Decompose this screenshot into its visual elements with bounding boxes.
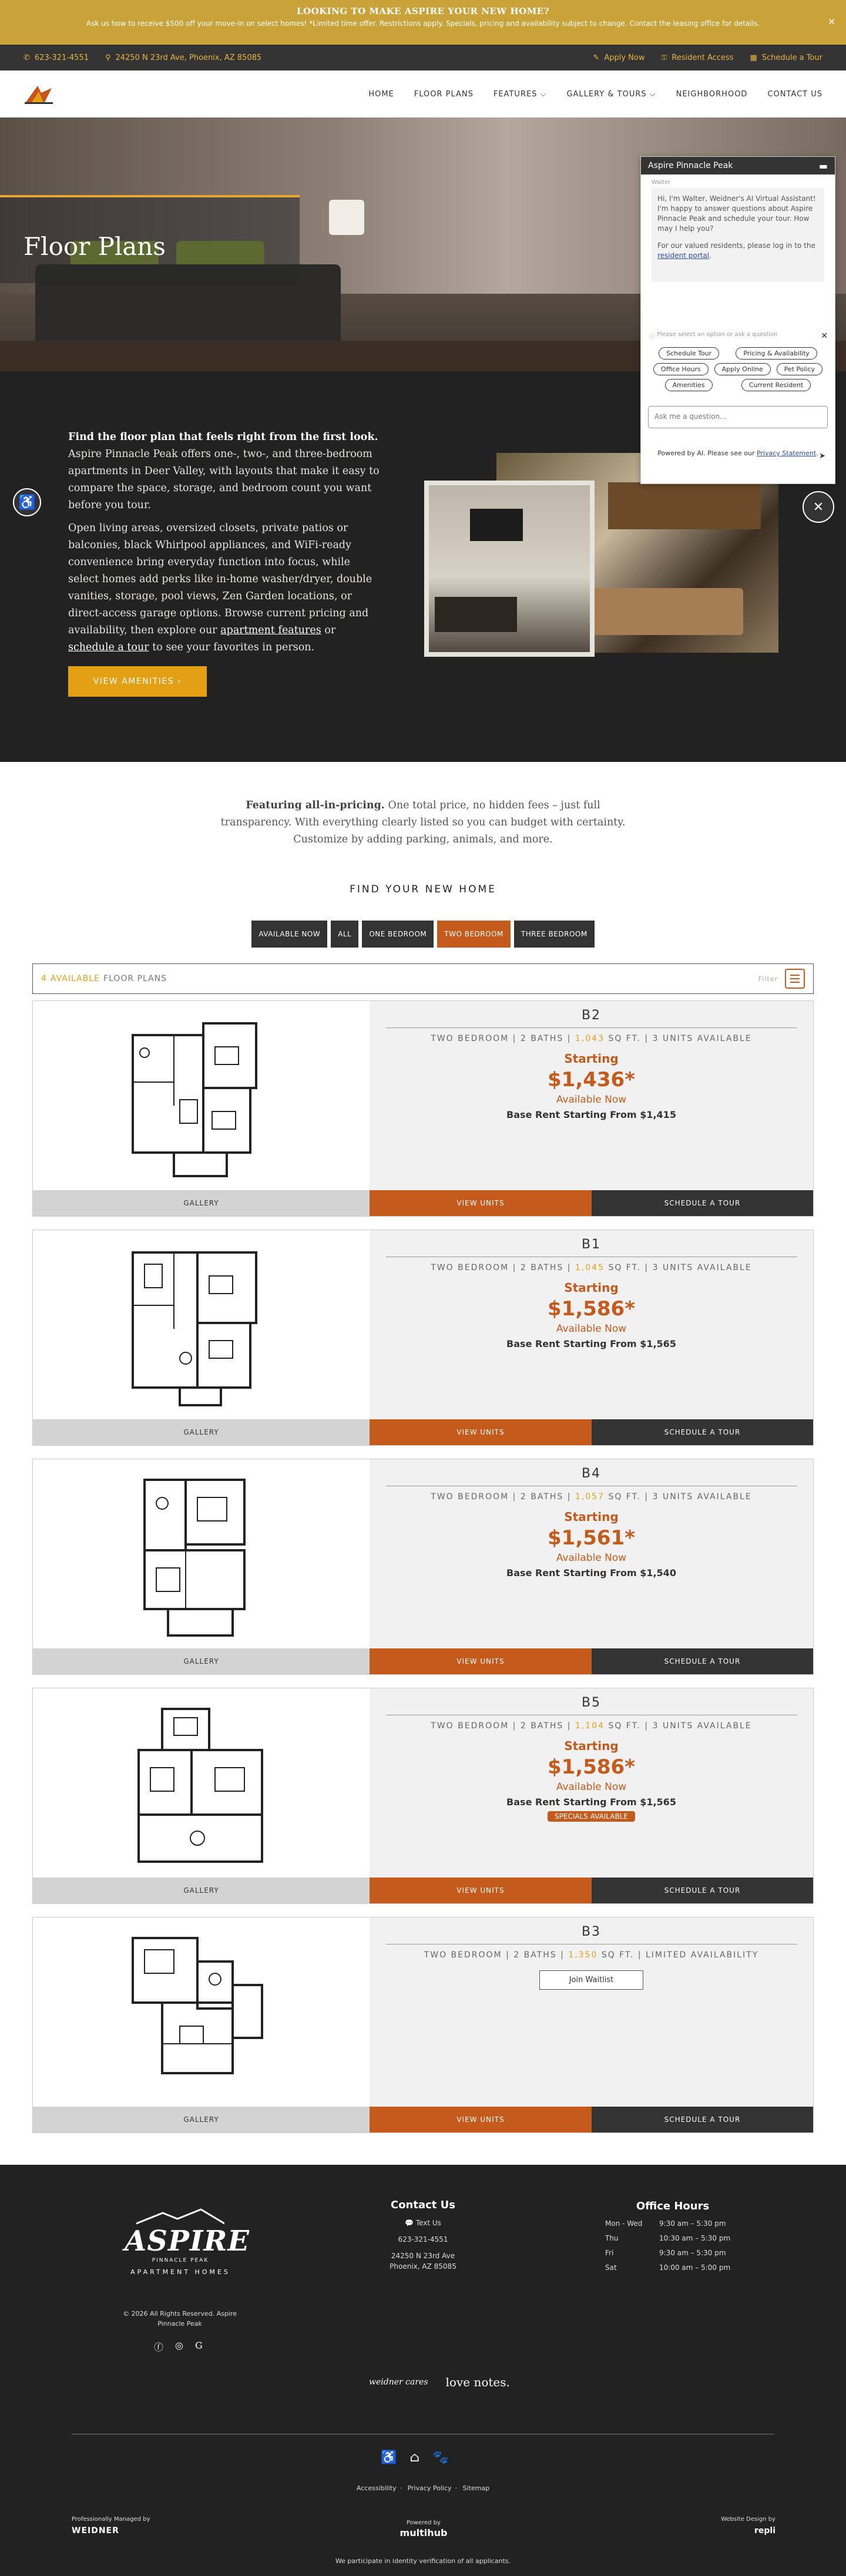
managed-by-label: Professionally Managed by <box>72 2516 150 2523</box>
edit-icon: ✎ <box>593 53 600 62</box>
footer-address1: 24250 N 23rd Ave <box>391 2252 455 2260</box>
filter-three-bedroom[interactable]: THREE BEDROOM <box>514 921 595 948</box>
schedule-tour-link[interactable]: schedule a tour <box>68 642 149 653</box>
office-hours <box>605 2200 740 2278</box>
footer-logo-sub2: APARTMENT HOMES <box>130 2268 230 2276</box>
intro-lead: Find the floor plan that feels right from the first look. <box>68 431 378 443</box>
footer-badges <box>369 2376 510 2388</box>
footer-logo-sub: PINNACLE PEAK <box>152 2258 209 2263</box>
chat-option[interactable]: Amenities <box>665 379 713 391</box>
intro-p1 <box>68 429 380 514</box>
chat-select-text: Please select an option or ask a question <box>657 331 778 338</box>
resident-text: Resident Access <box>672 53 734 62</box>
plan-sqft: 1,045 <box>575 1263 605 1272</box>
facebook-icon[interactable]: ⓕ <box>154 2342 164 2353</box>
chat-option[interactable]: Schedule Tour <box>659 347 719 360</box>
resident-access-link[interactable] <box>661 53 733 62</box>
view-units-button[interactable]: VIEW UNITS <box>370 1190 592 1216</box>
plan-actions <box>33 2107 813 2132</box>
key-icon: ⚿ <box>661 53 667 62</box>
site-footer <box>0 2165 846 2576</box>
plan-availability: Available Now <box>556 1094 627 1106</box>
plan-price: $1,586* <box>548 1755 635 1779</box>
nav-gallery-tours[interactable]: GALLERY & TOURS ⌵ <box>566 89 656 99</box>
plan-beds: TWO BEDROOM <box>431 1492 509 1502</box>
chat-message-resident: For our valued residents, please log in to the resident portal. <box>657 241 815 260</box>
plan-name: B2 <box>581 1008 602 1023</box>
chat-option[interactable]: Apply Online <box>714 363 771 375</box>
plan-sqft-unit: SQ FT. <box>608 1492 641 1502</box>
phone-text: 623-321-4551 <box>34 53 89 62</box>
specials-badge: SPECIALS AVAILABLE <box>548 1811 635 1822</box>
plan-starting: Starting <box>564 1510 619 1524</box>
hours-title: Office Hours <box>636 2200 710 2212</box>
utility-bar <box>0 45 846 70</box>
floorplan-card <box>32 1459 814 1675</box>
hours-time: 9:30 am – 5:30 pm <box>659 2219 726 2228</box>
schedule-tour-button[interactable]: SCHEDULE A TOUR <box>592 1190 813 1216</box>
schedule-tour-button[interactable]: SCHEDULE A TOUR <box>592 1878 813 1903</box>
contact-title: Contact Us <box>390 2199 455 2211</box>
calendar-icon: ▦ <box>750 53 757 62</box>
nav-features[interactable]: FEATURES ⌵ <box>493 89 547 99</box>
floorplan-card <box>32 1688 814 1904</box>
hours-day: Thu <box>605 2234 619 2242</box>
footer-links: Accessibility · Privacy Policy · Sitemap <box>356 2484 490 2492</box>
hours-day: Sat <box>605 2263 617 2272</box>
plan-price: $1,436* <box>548 1068 635 1091</box>
plan-base-rent: Base Rent Starting From $1,540 <box>506 1567 676 1578</box>
plan-meta: TWO BEDROOM | 2 BATHS | 1,104 SQ FT. | 3 UNITS AVAILABLE <box>431 1721 752 1731</box>
gallery-button[interactable]: GALLERY <box>33 2107 370 2132</box>
plan-baths: 2 BATHS <box>520 1263 564 1272</box>
promo-banner <box>0 0 846 45</box>
hours-day: Mon - Wed <box>605 2219 643 2228</box>
promo-title: LOOKING TO MAKE ASPIRE YOUR NEW HOME? <box>296 6 550 16</box>
floorplan-card <box>32 1000 814 1217</box>
sitemap-link[interactable]: Sitemap <box>462 2484 490 2492</box>
equal-housing-icon: ⌂ <box>409 2450 420 2465</box>
plan-actions <box>33 1648 813 1674</box>
powered-by <box>385 2520 462 2538</box>
kitchen-cabinets <box>608 482 761 529</box>
bedroom-filters <box>0 921 846 948</box>
plan-availability: Available Now <box>556 1323 627 1335</box>
plan-sqft-unit: SQ FT. <box>608 1263 641 1272</box>
floorplan-image[interactable] <box>33 1459 370 1648</box>
plan-meta: TWO BEDROOM | 2 BATHS | 1,043 SQ FT. | 3 UNITS AVAILABLE <box>431 1034 752 1043</box>
plan-beds: TWO BEDROOM <box>424 1950 502 1960</box>
view-units-button[interactable]: VIEW UNITS <box>370 1648 592 1674</box>
plan-baths: 2 BATHS <box>520 1034 564 1043</box>
phone-link[interactable] <box>24 53 89 62</box>
footer-logo[interactable] <box>125 2208 250 2276</box>
plan-name: B3 <box>581 1925 602 1939</box>
love-notes-logo[interactable]: love notes. <box>445 2375 510 2389</box>
chat-option[interactable]: Pricing & Availability <box>736 347 817 360</box>
floorplan-card <box>32 1917 814 2133</box>
intro-p2a: Open living areas, oversized closets, private patios or balconies, black Whirlpool appliances, and WiFi-ready convenience bring everyday function into focus, while select homes add perks like in-home washer/dryer, double vanities, storage, pool views, Zen Garden locations, or direct-access garage options. Browse current pricing and availability, then explore our <box>68 522 372 636</box>
plan-price: $1,561* <box>548 1526 635 1550</box>
instagram-icon[interactable]: ◎ <box>175 2340 183 2351</box>
design-by <box>705 2516 776 2535</box>
chat-option[interactable]: Pet Policy <box>777 363 822 375</box>
floorplan-info <box>370 1459 813 1648</box>
chat-input[interactable]: Ask me a question... <box>648 406 828 428</box>
view-amenities-button[interactable]: VIEW AMENITIES › <box>68 666 207 697</box>
chat-footer-text: Powered by AI. Please see our <box>657 449 755 457</box>
chat-title: Aspire Pinnacle Peak <box>648 161 733 170</box>
footer-contact <box>364 2200 482 2272</box>
chat-header <box>641 157 835 174</box>
compliance-icons <box>381 2450 449 2465</box>
filter-label: Filter <box>758 975 778 983</box>
filter-menu-icon[interactable] <box>785 969 805 989</box>
gallery-button[interactable]: GALLERY <box>33 1419 370 1445</box>
main-nav <box>0 70 846 117</box>
floorplan-image[interactable] <box>33 1688 370 1878</box>
filter-available-now[interactable]: AVAILABLE NOW <box>251 921 327 948</box>
plan-name: B1 <box>581 1237 602 1252</box>
plan-base-rent: Base Rent Starting From $1,415 <box>506 1109 676 1120</box>
plan-baths: 2 BATHS <box>520 1492 564 1502</box>
plan-price: $1,586* <box>548 1297 635 1321</box>
close-icon[interactable]: ✕ <box>821 331 828 341</box>
chat-option[interactable]: Office Hours <box>653 363 709 375</box>
chat-icon: 💬 <box>405 2219 416 2227</box>
paw-icon: 🐾 <box>432 2450 449 2465</box>
privacy-statement-link[interactable]: Privacy Statement <box>756 449 817 457</box>
plan-sqft-unit: SQ FT. <box>608 1721 641 1731</box>
floorplan-info <box>370 1230 813 1419</box>
footer-address2: Phoenix, AZ 85085 <box>390 2262 456 2271</box>
hero-lamp <box>329 200 364 235</box>
filter-all[interactable]: ALL <box>331 921 358 948</box>
site-logo[interactable] <box>24 82 54 106</box>
repli-logo[interactable]: repli <box>754 2526 776 2535</box>
chat-sender: Walter <box>652 179 671 186</box>
plan-sqft-unit: SQ FT. <box>601 1950 634 1960</box>
plan-units: 3 UNITS AVAILABLE <box>652 1034 752 1043</box>
accessibility-icon[interactable]: ♿ <box>381 2450 397 2465</box>
promo-text: Ask us how to receive $500 off your move-in on select homes! *Limited time offer. Restrictions apply. Specials, pricing and availability subject to change. Contact the leasing office for details. <box>86 19 760 28</box>
plan-starting: Starting <box>564 1052 619 1066</box>
gallery-button[interactable]: GALLERY <box>33 1648 370 1674</box>
plan-availability: Available Now <box>556 1552 627 1564</box>
nav-floor-plans[interactable]: FLOOR PLANS <box>414 89 474 99</box>
design-by-label: Website Design by <box>720 2516 776 2523</box>
social-links <box>154 2340 203 2353</box>
hours-row <box>605 2249 740 2257</box>
floorplan-image[interactable] <box>33 1917 370 2107</box>
resident-portal-link[interactable]: resident portal <box>657 251 710 260</box>
apply-text: Apply Now <box>604 53 645 62</box>
find-home-title: FIND YOUR NEW HOME <box>350 884 496 895</box>
copyright: © 2026 All Rights Reserved. Aspire Pinnacle Peak <box>123 2310 237 2328</box>
hours-time: 10:00 am – 5:00 pm <box>659 2263 731 2272</box>
intro-p2c: to see your favorites in person. <box>152 642 315 653</box>
intro-p2b: or <box>324 624 336 636</box>
plan-beds: TWO BEDROOM <box>431 1034 509 1043</box>
plan-units: LIMITED AVAILABILITY <box>646 1950 759 1960</box>
managed-by <box>72 2516 150 2535</box>
chat-select-prompt <box>649 331 828 341</box>
plan-beds: TWO BEDROOM <box>431 1263 509 1272</box>
living-room-couch <box>435 597 517 632</box>
phone-icon: ✆ <box>24 53 30 62</box>
footer-logo-text: ASPIRE <box>125 2225 250 2258</box>
plan-actions <box>33 1419 813 1445</box>
plan-sqft-unit: SQ FT. <box>608 1034 641 1043</box>
join-waitlist-button[interactable]: Join Waitlist <box>539 1970 644 1990</box>
chat-message2: For our valued residents, please log in to the <box>657 241 815 250</box>
floorplan-image[interactable] <box>33 1230 370 1419</box>
available-count: 4 <box>41 974 47 983</box>
address-text: 24250 N 23rd Ave, Phoenix, AZ 85085 <box>115 53 262 62</box>
view-units-button[interactable]: VIEW UNITS <box>370 1878 592 1903</box>
chat-option[interactable]: Current Resident <box>741 379 811 391</box>
plan-actions <box>33 1878 813 1903</box>
text-us-label: Text Us <box>415 2219 441 2227</box>
apartment-features-link[interactable]: apartment features <box>220 624 321 636</box>
google-icon[interactable]: G <box>194 2340 203 2351</box>
nav-home[interactable]: HOME <box>368 89 394 99</box>
plan-meta: TWO BEDROOM | 2 BATHS | 1,045 SQ FT. | 3 UNITS AVAILABLE <box>431 1263 752 1272</box>
floorplan-image[interactable] <box>33 1001 370 1190</box>
plan-base-rent: Base Rent Starting From $1,565 <box>506 1338 676 1349</box>
floorplan-card <box>32 1230 814 1446</box>
floorplan-info <box>370 1001 813 1190</box>
view-units-button[interactable]: VIEW UNITS <box>370 2107 592 2132</box>
plan-starting: Starting <box>564 1281 619 1295</box>
plan-divider <box>386 1027 797 1028</box>
tour-text: Schedule a Tour <box>761 53 822 62</box>
plan-baths: 2 BATHS <box>520 1721 564 1731</box>
footer-phone[interactable]: 623-321-4551 <box>398 2235 448 2243</box>
plan-meta: TWO BEDROOM | 2 BATHS | 1,350 SQ FT. | LIMITED AVAILABILITY <box>424 1950 759 1960</box>
floor-plans-label: FLOOR PLANS <box>103 974 167 983</box>
schedule-tour-button[interactable]: SCHEDULE A TOUR <box>592 1419 813 1445</box>
page-title: Floor Plans <box>24 232 166 261</box>
intro-text <box>68 429 380 662</box>
send-icon[interactable]: ➤ <box>819 452 825 461</box>
filter-two-bedroom[interactable]: TWO BEDROOM <box>437 921 511 948</box>
address-link[interactable] <box>105 53 261 62</box>
plan-beds: TWO BEDROOM <box>431 1721 509 1731</box>
map-pin-icon: ⚲ <box>105 53 111 62</box>
apply-now-link[interactable] <box>593 53 644 62</box>
close-icon[interactable]: ✕ <box>828 16 835 27</box>
available-floorplans-bar <box>32 963 814 994</box>
intro-p1-text: Aspire Pinnacle Peak offers one-, two-, and three-bedroom apartments in Deer Valley, with layouts that make it easy to compare the space, storage, and bedroom count you want before you tour. <box>68 448 380 511</box>
chat-footer: Powered by AI. Please see our Privacy Statement. <box>657 449 818 457</box>
chat-widget[interactable] <box>640 156 835 484</box>
hours-row <box>605 2234 740 2242</box>
plan-name: B4 <box>581 1466 602 1481</box>
hours-time: 10:30 am – 5:30 pm <box>659 2234 731 2242</box>
accessibility-link[interactable]: Accessibility <box>356 2484 397 2492</box>
chat-options <box>650 345 825 393</box>
chat-close-icon[interactable]: ✕ <box>803 491 834 523</box>
weidner-cares-logo[interactable]: weidner cares <box>369 2377 428 2387</box>
nav-contact-us[interactable]: CONTACT US <box>767 89 822 99</box>
available-label: AVAILABLE <box>50 974 100 983</box>
plan-starting: Starting <box>564 1739 619 1753</box>
chat-message <box>652 188 824 282</box>
plan-availability: Available Now <box>556 1781 627 1793</box>
hours-row <box>605 2263 740 2272</box>
powered-by-label: Powered by <box>407 2520 441 2526</box>
schedule-tour-button[interactable]: SCHEDULE A TOUR <box>592 1648 813 1674</box>
gallery-button[interactable]: GALLERY <box>33 1190 370 1216</box>
hours-time: 9:30 am – 5:30 pm <box>659 2249 726 2257</box>
intro-p2 <box>68 520 380 656</box>
pricing-note-text: One total price, no hidden fees – just full transparency. With everything clearly listed so you can budget with certainty. Customize by adding parking, animals, and more. <box>220 800 626 845</box>
plan-sqft: 1,350 <box>568 1950 598 1960</box>
plan-actions <box>33 1190 813 1216</box>
minimize-icon[interactable]: ▬ <box>818 160 828 172</box>
plan-units: 3 UNITS AVAILABLE <box>652 1721 752 1731</box>
living-room-tv <box>470 509 523 541</box>
plan-name: B5 <box>581 1695 602 1710</box>
plan-sqft: 1,057 <box>575 1492 605 1502</box>
plan-sqft: 1,043 <box>575 1034 605 1043</box>
chat-message-text: Hi, I'm Walter, Weidner's AI Virtual Assistant! I'm happy to answer questions about Aspire Pinnacle Peak and schedule your tour. How may I help you? <box>657 194 816 233</box>
pricing-note-bold: Featuring all-in-pricing. <box>246 800 385 811</box>
plan-units: 3 UNITS AVAILABLE <box>652 1492 752 1502</box>
plan-baths: 2 BATHS <box>513 1950 557 1960</box>
nav-neighborhood[interactable]: NEIGHBORHOOD <box>676 89 748 99</box>
floorplan-info <box>370 1688 813 1878</box>
multihub-logo[interactable]: multihub <box>400 2527 448 2538</box>
living-room-photo <box>424 481 595 657</box>
floorplan-info <box>370 1917 813 2107</box>
view-units-button[interactable]: VIEW UNITS <box>370 1419 592 1445</box>
hours-row <box>605 2219 740 2228</box>
gallery-button[interactable]: GALLERY <box>33 1878 370 1903</box>
schedule-tour-button[interactable]: SCHEDULE A TOUR <box>592 2107 813 2132</box>
plan-base-rent: Base Rent Starting From $1,565 <box>506 1796 676 1808</box>
schedule-tour-link[interactable] <box>750 53 822 62</box>
pricing-note <box>0 797 846 848</box>
identity-notice: We participate in identity verification of all applicants. <box>335 2557 511 2565</box>
info-icon: ⓘ <box>649 334 657 340</box>
weidner-logo[interactable]: WEIDNER <box>72 2526 119 2535</box>
text-us-link[interactable] <box>364 2218 482 2228</box>
accessibility-icon[interactable]: ♿ <box>13 488 41 516</box>
plan-meta: TWO BEDROOM | 2 BATHS | 1,057 SQ FT. | 3 UNITS AVAILABLE <box>431 1492 752 1502</box>
mountain-icon <box>136 2208 224 2225</box>
hours-day: Fri <box>605 2249 614 2257</box>
privacy-policy-link[interactable]: Privacy Policy <box>407 2484 452 2492</box>
filter-one-bedroom[interactable]: ONE BEDROOM <box>362 921 434 948</box>
plan-units: 3 UNITS AVAILABLE <box>652 1263 752 1272</box>
plan-sqft: 1,104 <box>575 1721 605 1731</box>
